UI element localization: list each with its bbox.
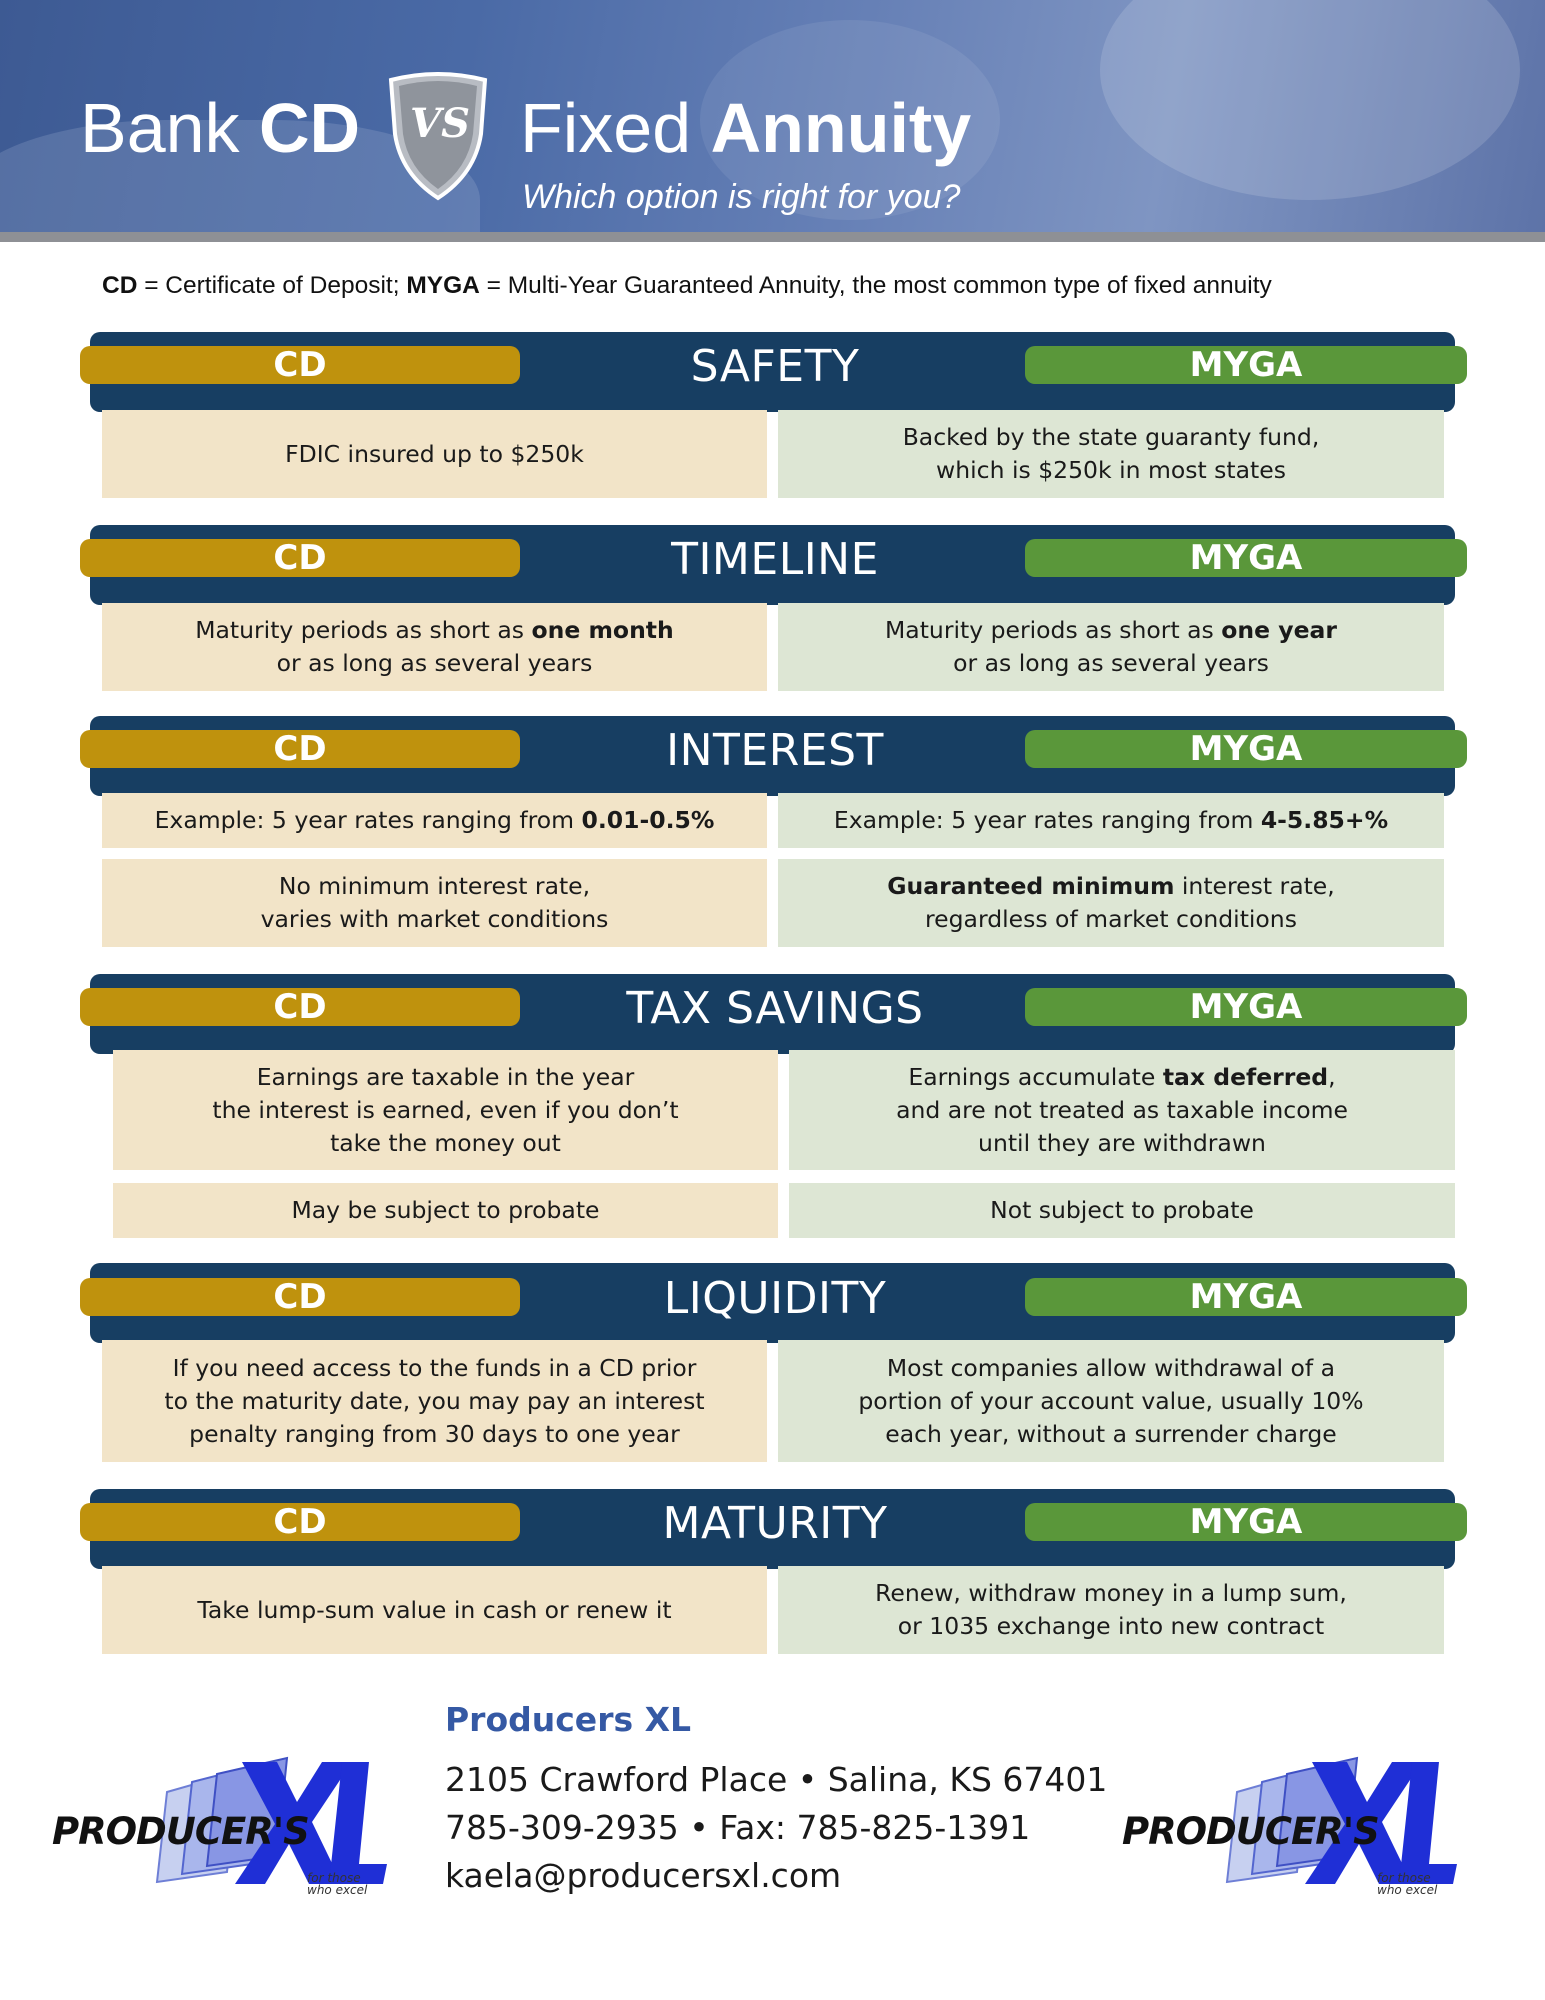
cd-label: CD [80,1278,520,1316]
myga-label: MYGA [1025,539,1467,577]
definition-line: CD = Certificate of Deposit; MYGA = Multi-Year Guaranteed Annuity, the most common type of fixed annuity [102,272,1272,299]
safety-cd-cell: FDIC insured up to $250k [102,410,767,498]
interest-cd-minimum-cell: No minimum interest rate, varies with market conditions [102,859,767,947]
producers-xl-logo-left [52,1752,382,1902]
company-address: 2105 Crawford Place • Salina, KS 67401 [445,1760,1108,1799]
section-title-maturity: MATURITY [662,1498,888,1549]
myga-label: MYGA [1025,988,1467,1026]
tax-myga-cell: Earnings accumulate tax deferred, and are not treated as taxable income until they are withdrawn [789,1050,1455,1170]
cd-label: CD [80,346,520,384]
producers-xl-logo-right [1122,1752,1452,1902]
section-title-liquidity: LIQUIDITY [663,1273,887,1324]
interest-myga-rate-cell: Example: 5 year rates ranging from 4-5.85+% [778,793,1444,848]
logo-tagline: for those who excel [1377,1871,1438,1897]
banner-divider [0,232,1545,242]
logo-wordmark: PRODUCER'S [52,1810,309,1853]
vs-label: VS [410,100,470,147]
section-title-tax-savings: TAX SAVINGS [626,983,924,1034]
tax-cd-cell: Earnings are taxable in the year the interest is earned, even if you don’t take the money out [113,1050,778,1170]
section-title-safety: SAFETY [690,341,860,392]
myga-label: MYGA [1025,1278,1467,1316]
interest-cd-rate-cell: Example: 5 year rates ranging from 0.01-0.5% [102,793,767,848]
company-name: Producers XL [445,1700,692,1739]
company-phone: 785-309-2935 • Fax: 785-825-1391 [445,1808,1031,1847]
banner-texture [1100,0,1520,200]
title-fixed-annuity: Fixed Annuity [520,89,972,167]
header-banner [0,0,1545,232]
myga-label: MYGA [1025,1503,1467,1541]
tax-myga-probate-cell: Not subject to probate [789,1183,1455,1238]
section-title-timeline: TIMELINE [671,534,879,585]
title-bank-cd: Bank CD [80,89,361,167]
cd-label: CD [80,1503,520,1541]
tax-cd-probate-cell: May be subject to probate [113,1183,778,1238]
section-title-interest: INTEREST [666,725,884,776]
subtitle: Which option is right for you? [522,178,961,216]
liquidity-myga-cell: Most companies allow withdrawal of a portion of your account value, usually 10% each year, without a surrender charge [778,1340,1444,1462]
liquidity-cd-cell: If you need access to the funds in a CD prior to the maturity date, you may pay an interest penalty ranging from 30 days to one year [102,1340,767,1462]
company-email[interactable]: kaela@producersxl.com [445,1856,842,1895]
timeline-cd-cell: Maturity periods as short as one month or as long as several years [102,603,767,691]
logo-tagline: for those who excel [307,1871,368,1897]
logo-wordmark: PRODUCER'S [1122,1810,1379,1853]
cd-label: CD [80,988,520,1026]
cd-label: CD [80,539,520,577]
maturity-cd-cell: Take lump-sum value in cash or renew it [102,1566,767,1654]
myga-label: MYGA [1025,346,1467,384]
safety-myga-cell: Backed by the state guaranty fund, which is $250k in most states [778,410,1444,498]
maturity-myga-cell: Renew, withdraw money in a lump sum, or 1035 exchange into new contract [778,1566,1444,1654]
timeline-myga-cell: Maturity periods as short as one year or as long as several years [778,603,1444,691]
myga-label: MYGA [1025,730,1467,768]
cd-label: CD [80,730,520,768]
interest-myga-minimum-cell: Guaranteed minimum interest rate, regardless of market conditions [778,859,1444,947]
